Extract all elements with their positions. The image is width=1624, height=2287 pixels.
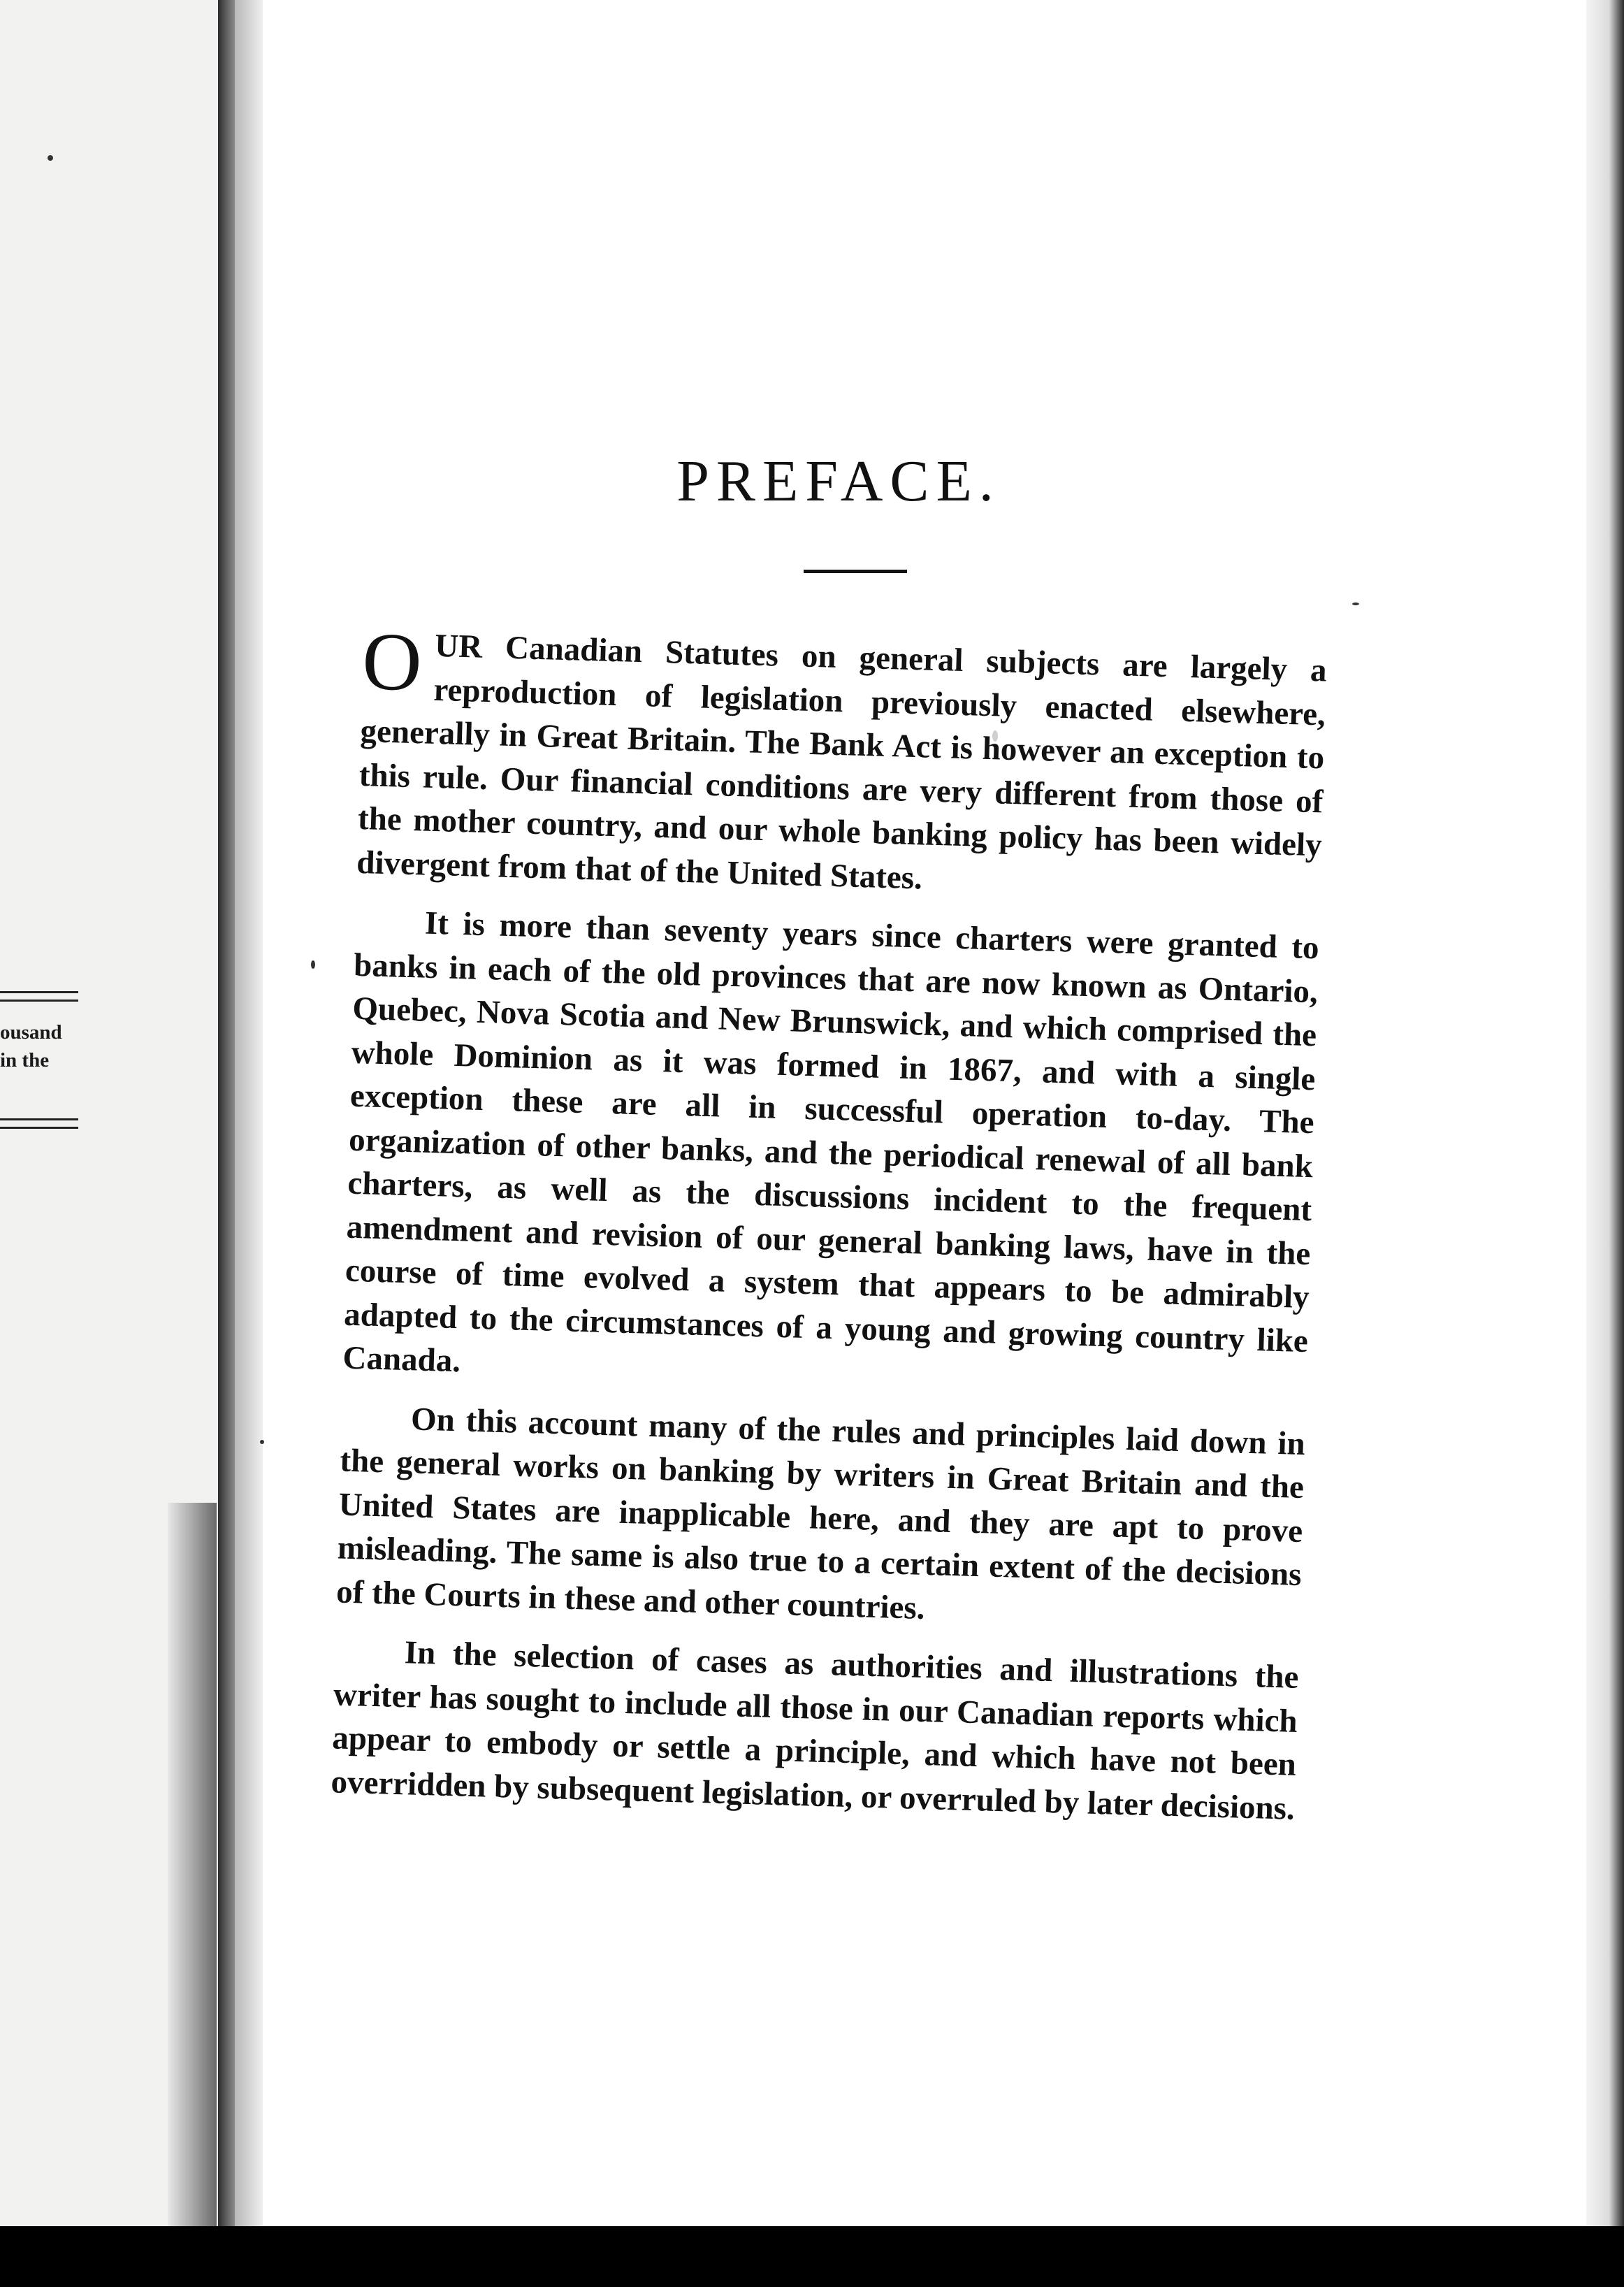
left-page-text-fragment: ousand bbox=[0, 1021, 62, 1044]
scan-speck bbox=[48, 155, 53, 161]
scan-speck bbox=[1352, 603, 1359, 605]
paragraph-1 bbox=[356, 615, 1328, 911]
paragraph-3: On this account many of the rules and principles laid down in the general works on banking by writers in Great Britain and the United States are inapplicable here, and they are apt to prove misleading. The same is also true to a certain extent of the decisions of the Courts in these and other countries. bbox=[335, 1400, 1306, 1626]
left-page-rule bbox=[0, 1118, 78, 1120]
page-title: PREFACE. bbox=[676, 449, 1001, 514]
paragraph-2: It is more than seventy years since charters were granted to banks in each of the old provinces that are now known as Ontario, Quebec, Nova Scotia and New Brunswick, and which comprised the whole Dominion as it was formed in 1867, and with a single exception these are all in successful operation to-day. The organization of other banks, and the periodical renewal of all bank charters, as well as the discussions incident to the frequent amendment and revision of our general banking laws, have in the course of time evolved a system that appears to be admirably adapted to the circumstances of a young and growing country like Canada. bbox=[342, 904, 1320, 1380]
left-page-rule bbox=[0, 1000, 78, 1002]
title-underline-rule bbox=[804, 570, 907, 573]
left-page-text-fragment: in the bbox=[0, 1049, 50, 1072]
scan-speck bbox=[311, 960, 315, 969]
book-gutter bbox=[218, 0, 235, 2287]
gutter-shadow bbox=[235, 0, 263, 2287]
gutter-shadow-lower bbox=[168, 1503, 217, 2287]
paragraph-1-text: UR Canadian Statutes on general subjects are largely a reproduction of legislation previously enacted elsewhere, generally in Great Britain. The Bank Act is however an exception to this rule. Our financial conditions are very different from those of the mother country, and our whole banking policy has been widely divergent from that of the United States. bbox=[356, 627, 1328, 896]
scan-speck bbox=[260, 1440, 264, 1444]
scan-bottom-border bbox=[0, 2226, 1624, 2287]
left-page-rule bbox=[0, 1127, 78, 1129]
left-page-rule bbox=[0, 991, 78, 993]
drop-cap: O bbox=[361, 615, 423, 709]
paragraph-4: In the selection of cases as authorities and illustrations the writer has sought to include all those in our Canadian reports which appear to embody or settle a principle, and which have not been overridden by subsequent legislation, or overruled by later decisions. bbox=[330, 1634, 1300, 1827]
page-right-edge bbox=[1586, 0, 1624, 2287]
preface-body bbox=[330, 615, 1328, 1846]
